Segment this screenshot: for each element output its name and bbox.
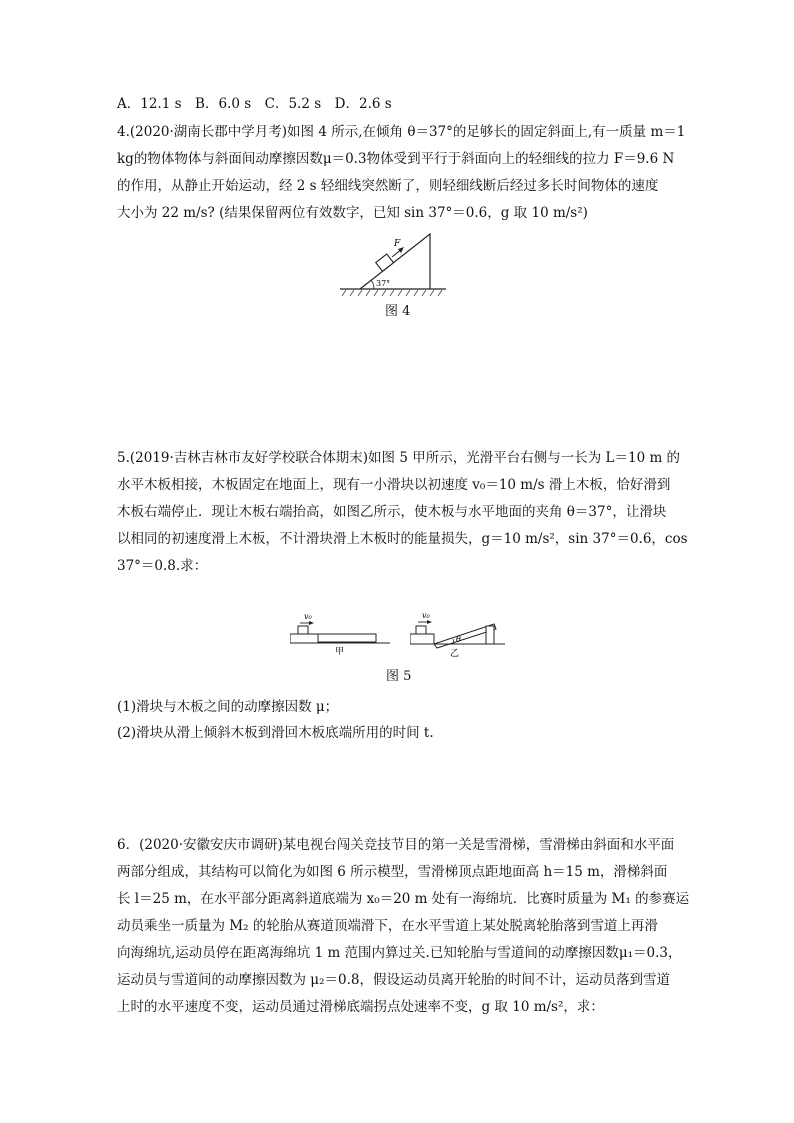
figure-5-left-v0-label: v₀ <box>304 612 312 621</box>
figure-4-force-label: F <box>394 239 401 249</box>
q5-line-3: 木板右端停止．现让木板右端抬高，如图乙所示，使木板与水平地面的夹角 θ＝37°，让滑块 <box>117 504 667 520</box>
q6-line-4: 动员乘坐一质量为 M₂ 的轮胎从赛道顶端滑下，在水平雪道上某处脱离轮胎落到雪道上再滑 <box>117 918 658 934</box>
q4-line-1: 4.(2020·湖南长郡中学月考)如图 4 所示,在倾角 θ＝37°的足够长的固定斜面上,有一质量 m＝1 <box>117 124 686 140</box>
q6-line-6: 运动员与雪道间的动摩擦因数为 μ₂＝0.8，假设运动员离开轮胎的时间不计，运动员落到雪道 <box>117 972 670 988</box>
q4-line-3: 的作用，从静止开始运动，经 2 s 轻细线突然断了，则轻细线断后经过多长时间物体的速度 <box>117 178 659 194</box>
figure-4-caption: 图 4 <box>385 304 411 319</box>
q5-sub-1: (1)滑块与木板之间的动摩擦因数 μ； <box>117 699 339 715</box>
figure-5-angle-label: θ <box>456 635 461 644</box>
q6-line-1: 6．(2020·安徽安庆市调研)某电视台闯关竞技节目的第一关是雪滑梯，雪滑梯由斜面和水平面 <box>117 837 675 853</box>
figure-5-left-diagram <box>290 610 390 658</box>
q5-line-2: 水平木板相接，木板固定在地面上，现有一小滑块以初速度 v₀＝10 m/s 滑上木板，恰好滑到 <box>117 477 671 493</box>
q6-line-2: 两部分组成，其结构可以简化为如图 6 所示模型，雪滑梯顶点距地面高 h＝15 m，滑梯斜面 <box>117 864 668 880</box>
q5-line-5: 37°＝0.8.求： <box>117 558 208 574</box>
q3-options: A．12.1 s B．6.0 s C．5.2 s D．2.6 s <box>117 96 392 112</box>
q5-line-4: 以相同的初速度滑上木板，不计滑块滑上木板时的能量损失，g＝10 m/s²，sin 37°＝0.6，cos <box>117 531 688 547</box>
figure-5-left-label: 甲 <box>335 647 345 657</box>
figure-4-incline-diagram <box>338 226 448 298</box>
q4-line-2: kg的物体物体与斜面间动摩擦因数μ＝0.3物体受到平行于斜面向上的轻细线的拉力 F＝9.6 N <box>117 151 675 167</box>
q5-sub-2: (2)滑块从滑上倾斜木板到滑回木板底端所用的时间 t. <box>117 725 434 741</box>
q6-line-7: 上时的水平速度不变，运动员通过滑梯底端拐点处速率不变，g 取 10 m/s²，求： <box>117 999 604 1015</box>
q4-line-4: 大小为 22 m/s? (结果保留两位有效数字，已知 sin 37°＝0.6，g 取 10 m/s²) <box>117 205 588 221</box>
q6-line-3: 长 l＝25 m，在水平部分距离斜道底端为 x₀＝20 m 处有一海绵坑．比赛时质量为 M₁ 的参赛运 <box>117 891 690 907</box>
q6-line-5: 向海绵坑,运动员停在距离海绵坑 1 m 范围内算过关.已知轮胎与雪道间的动摩擦因数μ₁＝0.3， <box>117 945 682 961</box>
figure-4-angle-label: 37° <box>376 279 391 288</box>
figure-5-caption: 图 5 <box>386 669 412 684</box>
figure-5-right-v0-label: v₀ <box>422 611 430 620</box>
q5-line-1: 5.(2019·吉林吉林市友好学校联合体期末)如图 5 甲所示，光滑平台右侧与一长为 L＝10 m 的 <box>117 450 681 466</box>
figure-5-right-diagram <box>410 608 510 660</box>
figure-5-right-label: 乙 <box>450 649 460 659</box>
